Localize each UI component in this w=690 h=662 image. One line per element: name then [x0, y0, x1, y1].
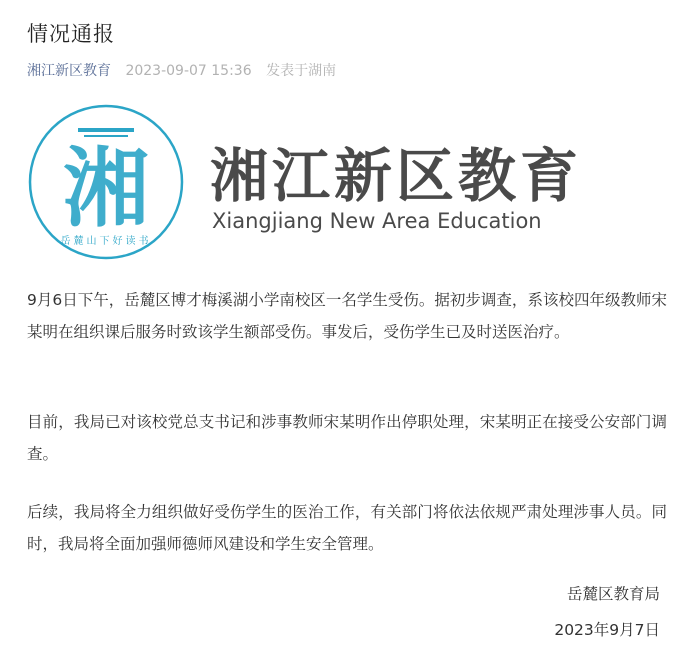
publish-datetime: 2023-09-07 15:36: [125, 63, 252, 79]
circular-logo: [30, 106, 182, 258]
article-title: 情况通报: [27, 22, 115, 46]
article-meta: [27, 60, 336, 80]
body-paragraph-2: 目前，我局已对该校党总支书记和涉事教师宋某明作出停职处理，宋某明正在接受公安部门调查。: [27, 413, 667, 463]
body-paragraph-3: 后续，我局将全力组织做好受伤学生的医治工作，有关部门将依法依规严肃处理涉事人员。同时，我局将全面加强师德师风建设和学生安全管理。: [27, 503, 667, 553]
org-name-cn: 湘江新区教育: [210, 142, 583, 210]
body-paragraph-1: 9月6日下午，岳麓区博才梅溪湖小学南校区一名学生受伤。据初步调查，系该校四年级教师宋某明在组织课后服务时致该学生额部受伤。事发后，受伤学生已及时送医治疗。: [27, 291, 667, 341]
signature-date: 2023年9月7日: [554, 621, 660, 639]
logo-ring-text: 岳麓山下好读书: [60, 236, 152, 247]
publish-location: 发表于湖南: [266, 63, 337, 79]
org-name-en: Xiangjiang New Area Education: [212, 209, 542, 233]
account-name-link[interactable]: 湘江新区教育: [27, 63, 111, 79]
signature: 岳麓区教育局: [566, 585, 660, 603]
header-banner-image: [0, 96, 690, 276]
banner-graphic: [0, 96, 690, 276]
logo-seal-character: 湘: [63, 138, 149, 239]
